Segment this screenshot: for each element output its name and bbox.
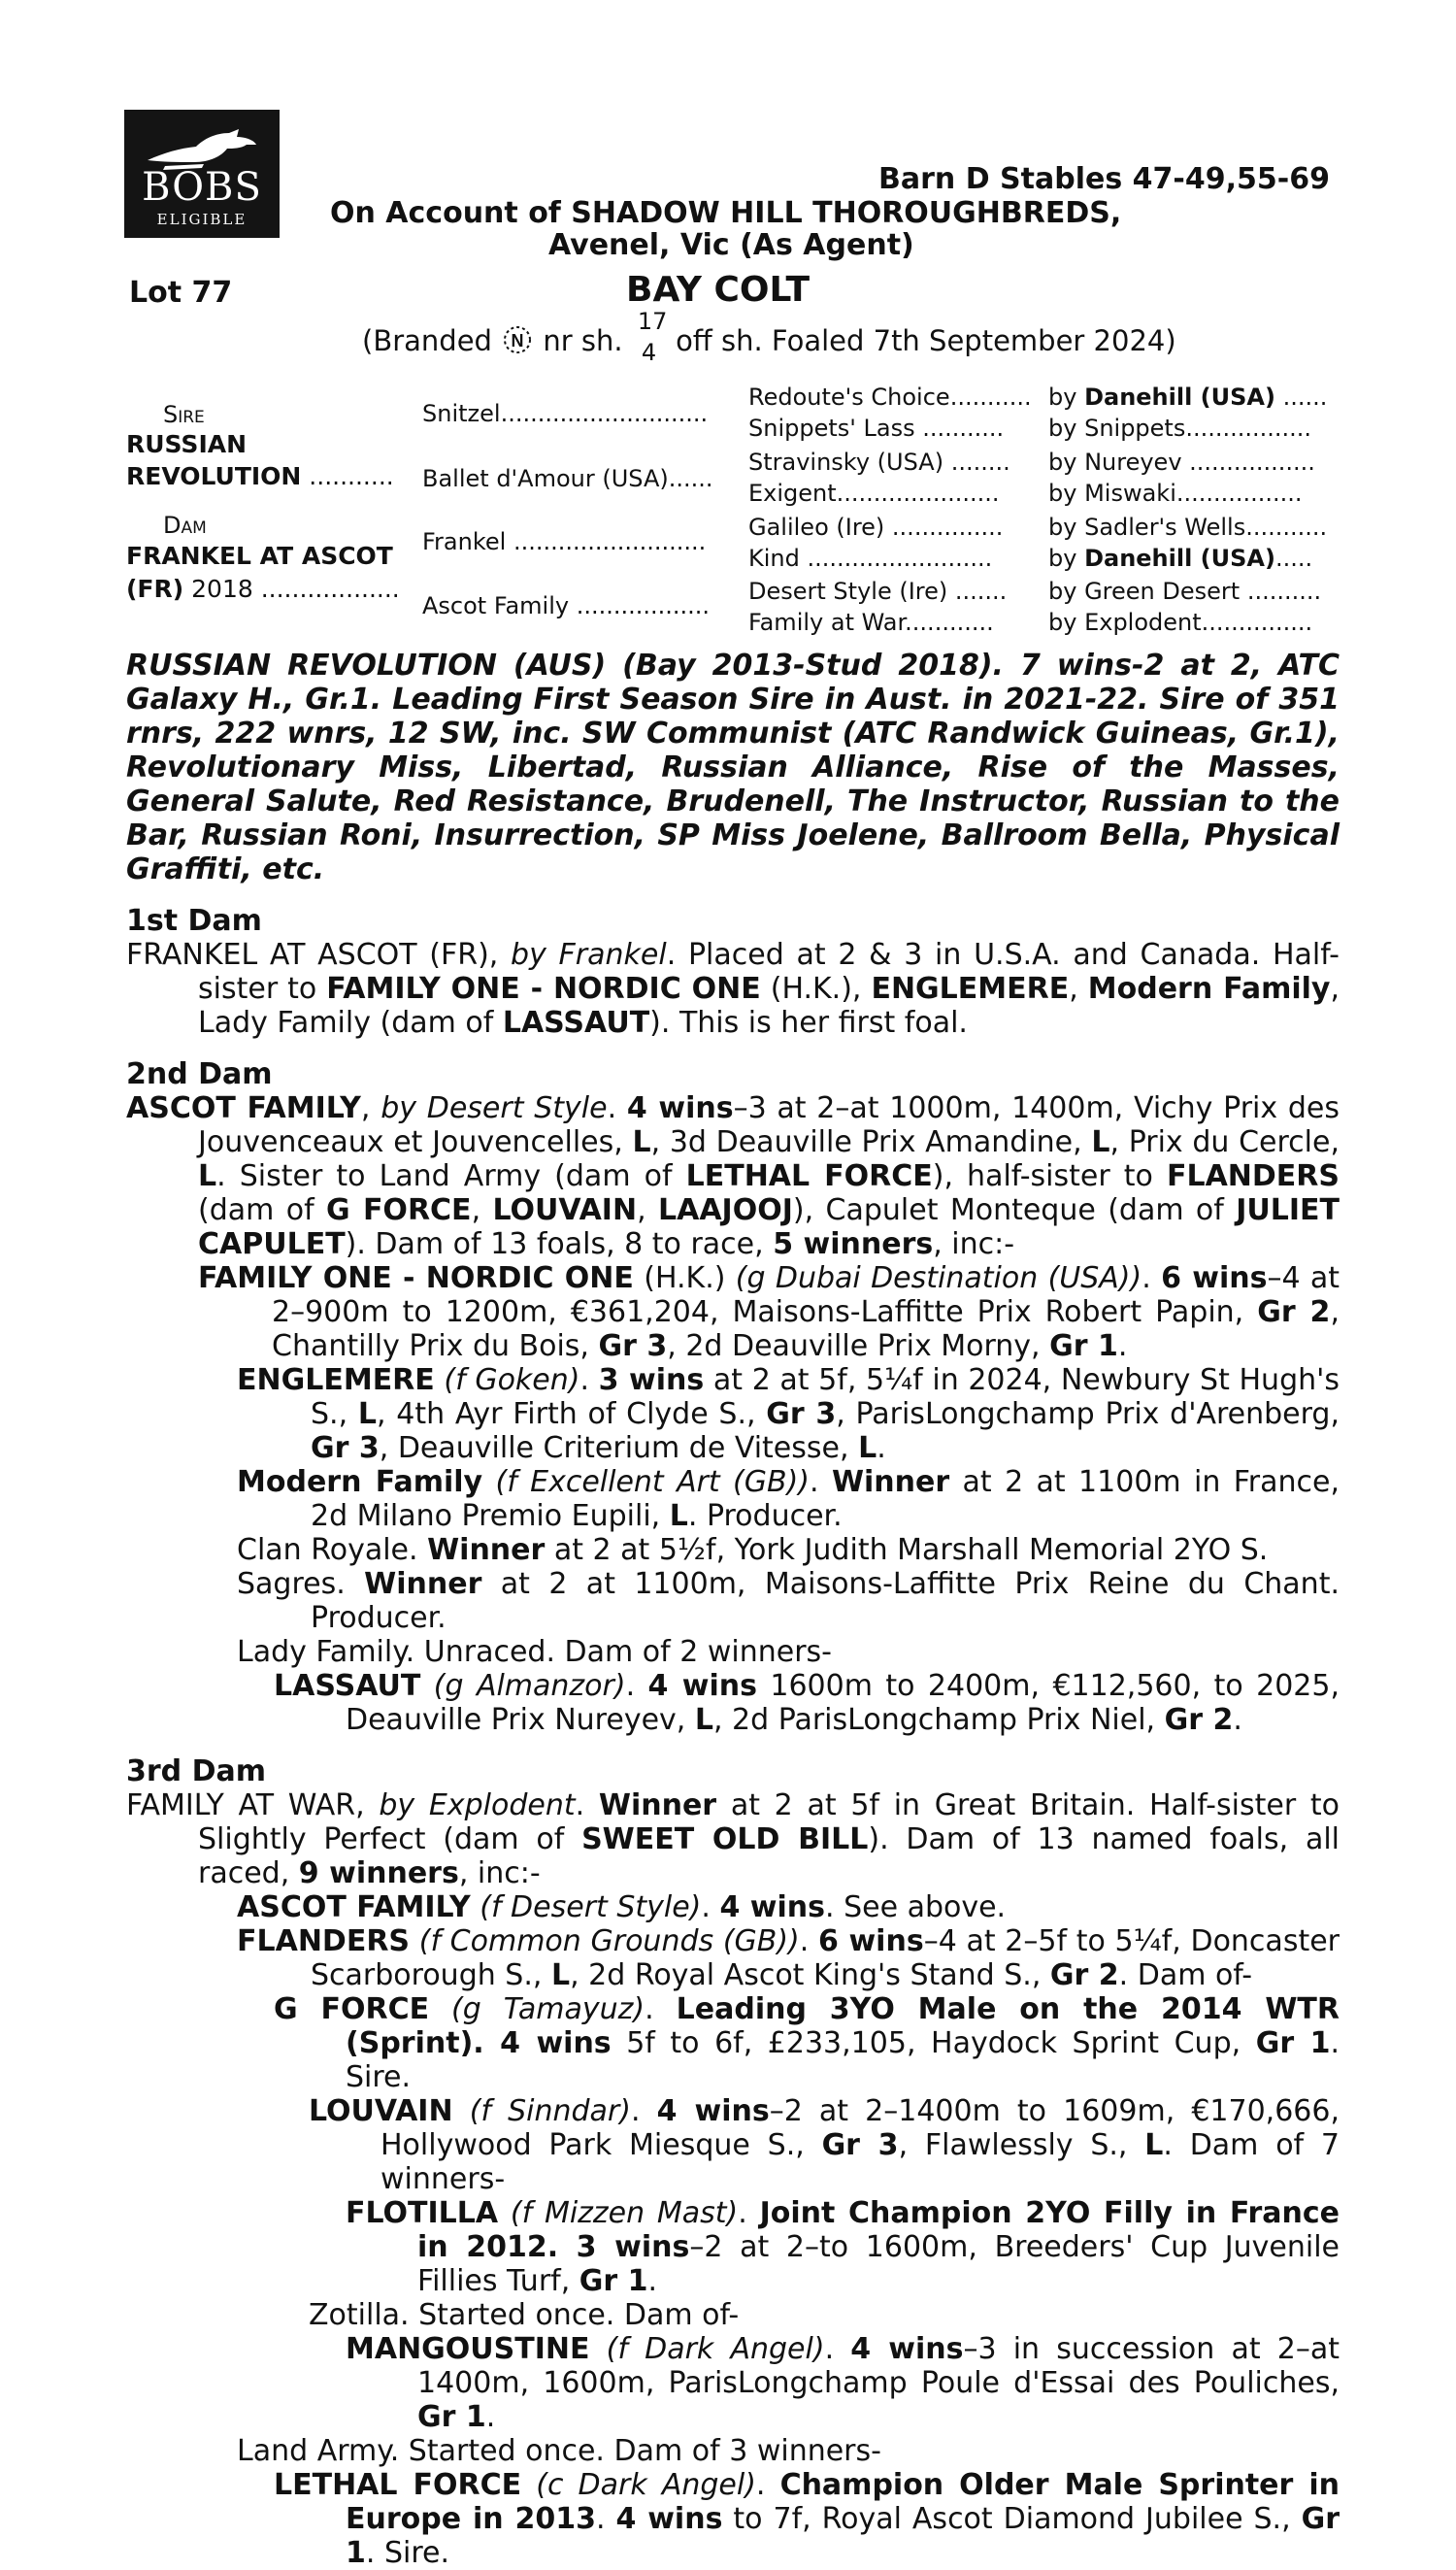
produce-entry: LOUVAIN (f Sinndar). 4 wins–2 at 2–1400m to 1609m, €170,666, Hollywood Park Miesque S., Gr 3, Flawlessly S., L. Dam of 7 winners- — [309, 2094, 1340, 2196]
gen3-sire-of-ancestor: by Explodent............... — [1048, 609, 1313, 636]
produce-entry: G FORCE (g Tamayuz). Leading 3YO Male on the 2014 WTR (Sprint). 4 wins 5f to 6f, £233,105, Haydock Sprint Cup, Gr 1. Sire. — [274, 1992, 1340, 2094]
brand-line — [362, 308, 1176, 366]
dam-name-line1: FRANKEL AT ASCOT — [126, 542, 393, 570]
produce-entry: Modern Family (f Excellent Art (GB)). Winner at 2 at 1100m in France, 2d Milano Premio Eupili, L. Producer. — [237, 1465, 1340, 1533]
second-dam-text: ASCOT FAMILY, by Desert Style. 4 wins–3 at 2–at 1000m, 1400m, Vichy Prix des Jouvenceaux et Jouvencelles, L, 3d Deauville Prix Amandine, L, Prix du Cercle, L. Sister to Land Army (dam of LETHAL FORCE), half-sister to FLANDERS (dam of G FORCE, LOUVAIN, LAAJOOJ), Capulet Monteque (dam of JULIET CAPULET). Dam of 13 foals, 8 to race, 5 winners, inc:- — [126, 1091, 1340, 1261]
produce-entry: FAMILY ONE - NORDIC ONE (H.K.) (g Dubai Destination (USA)). 6 wins–4 at 2–900m to 1200m, €361,204, Maisons-Laffitte Prix Robert Papin, Gr 2, Chantilly Prix du Bois, Gr 3, 2d Deauville Prix Morny, Gr 1. — [198, 1261, 1340, 1363]
sire-label: Sire — [163, 401, 205, 428]
dam-name-line2: (FR) 2018 .................. — [126, 575, 400, 603]
gen3-ancestor: Family at War............ — [748, 609, 994, 636]
gen2-sire-dam: Ballet d'Amour (USA)...... — [422, 465, 713, 492]
third-dam-text: FAMILY AT WAR, by Explodent. Winner at 2 at 5f in Great Britain. Half-sister to Slightly Perfect (dam of SWEET OLD BILL). Dam of 13 named foals, all raced, 9 winners, inc:- — [126, 1788, 1340, 1890]
produce-entry: LASSAUT (g Almanzor). 4 wins 1600m to 2400m, €112,560, to 2025, Deauville Prix Nureyev, L, 2d ParisLongchamp Prix Niel, Gr 2. — [274, 1669, 1340, 1737]
catalogue-body — [126, 649, 1340, 2570]
produce-entry: Zotilla. Started once. Dam of- — [309, 2298, 740, 2332]
sire-name-line1: RUSSIAN — [126, 430, 248, 458]
produce-entry: FLANDERS (f Common Grounds (GB)). 6 wins–4 at 2–5f to 5¼f, Doncaster Scarborough S., L, 2d Royal Ascot King's Stand S., Gr 2. Dam of- — [237, 1924, 1340, 1992]
gen3-ancestor: Galileo (Ire) ............... — [748, 514, 1004, 541]
gen3-sire-of-ancestor: by Green Desert .......... — [1048, 578, 1322, 605]
sire-summary: RUSSIAN REVOLUTION (AUS) (Bay 2013-Stud 2018). 7 wins-2 at 2, ATC Galaxy H., Gr.1. Leading First Season Sire in Aust. in 2021-22. Sire of 351 rnrs, 222 wnrs, 12 SW, inc. SW Communist (ATC Randwick Guineas, Gr.1), Revolutionary Miss, Libertad, Russian Alliance, Rise of the Masses, General Salute, Red Resistance, Brudenell, The Instructor, Russian to the Bar, Russian Roni, Insurrection, SP Miss Joelene, Ballroom Bella, Physical Graffiti, etc. — [126, 649, 1340, 886]
produce-entry: MANGOUSTINE (f Dark Angel). 4 wins–3 in succession at 2–at 1400m, 1600m, ParisLongchamp Poule d'Essai des Pouliches, Gr 1. — [346, 2332, 1340, 2434]
second-dam-heading: 2nd Dam — [126, 1057, 273, 1091]
gen3-ancestor: Desert Style (Ire) ....... — [748, 578, 1008, 605]
bobs-eligible-logo — [124, 110, 280, 238]
produce-entry: ENGLEMERE (f Goken). 3 wins at 2 at 5f, 5¼f in 2024, Newbury St Hugh's S., L, 4th Ayr Firth of Clyde S., Gr 3, ParisLongchamp Prix d'Arenberg, Gr 3, Deauville Criterium de Vitesse, L. — [237, 1363, 1340, 1465]
produce-entry: FLOTILLA (f Mizzen Mast). Joint Champion 2YO Filly in France in 2012. 3 wins–2 at 2–to 1600m, Breeders' Cup Juvenile Fillies Turf, Gr 1. — [346, 2196, 1340, 2298]
produce-entry: Clan Royale. Winner at 2 at 5½f, York Judith Marshall Memorial 2YO S. — [237, 1533, 1269, 1567]
brand-mid: nr sh. — [543, 324, 623, 357]
n-brand-icon — [501, 323, 534, 356]
dam-label: Dam — [163, 512, 207, 539]
gen3-sire-of-ancestor: by Danehill (USA) ...... — [1048, 384, 1328, 411]
brand-fraction — [632, 308, 668, 366]
brand-suffix: off sh. Foaled 7th September 2024) — [676, 324, 1176, 357]
first-dam-text: FRANKEL AT ASCOT (FR), by Frankel. Placed at 2 & 3 in U.S.A. and Canada. Half-sister to FAMILY ONE - NORDIC ONE (H.K.), ENGLEMERE, Modern Family, Lady Family (dam of LASSAUT). This is her first foal. — [126, 938, 1340, 1040]
horse-racing-icon — [146, 127, 258, 170]
lot-number: Lot 77 — [129, 276, 233, 310]
brand-denominator: 4 — [641, 339, 657, 366]
second-dam-produce — [126, 1261, 1340, 1737]
produce-entry: Sagres. Winner at 2 at 1100m, Maisons-Laffitte Prix Reine du Chant. Producer. — [237, 1567, 1340, 1635]
produce-entry: ASCOT FAMILY (f Desert Style). 4 wins. See above. — [237, 1890, 1007, 1924]
sire-name-line2: REVOLUTION ........... — [126, 462, 394, 490]
logo-text: BOBS — [142, 165, 262, 210]
logo-subtext: ELIGIBLE — [156, 211, 248, 228]
brand-prefix: (Branded — [362, 324, 492, 357]
gen3-sire-of-ancestor: by Sadler's Wells........... — [1048, 514, 1328, 541]
produce-entry: Land Army. Started once. Dam of 3 winners- — [237, 2434, 881, 2468]
gen2-dam-dam: Ascot Family .................. — [422, 592, 711, 619]
gen3-sire-of-ancestor: by Danehill (USA)..... — [1048, 545, 1313, 572]
third-dam-heading: 3rd Dam — [126, 1754, 266, 1788]
gen3-ancestor: Kind ......................... — [748, 545, 993, 572]
gen2-dam-sire: Frankel .......................... — [422, 528, 707, 555]
gen3-ancestor: Stravinsky (USA) ........ — [748, 449, 1010, 476]
gen2-sire-sire: Snitzel............................ — [422, 400, 709, 427]
first-dam-heading: 1st Dam — [126, 904, 262, 938]
vendor-line: On Account of SHADOW HILL THOROUGHBREDS, — [330, 196, 1122, 230]
brand-numerator: 17 — [637, 308, 668, 335]
svg-text:N: N — [511, 331, 524, 350]
produce-entry: LETHAL FORCE (c Dark Angel). Champion Older Male Sprinter in Europe in 2013. 4 wins to 7f, Royal Ascot Diamond Jubilee S., Gr 1. Sire. — [274, 2468, 1340, 2570]
gen3-sire-of-ancestor: by Nureyev ................. — [1048, 449, 1315, 476]
barn-info: Barn D Stables 47-49,55-69 — [878, 162, 1330, 196]
gen3-sire-of-ancestor: by Miswaki................. — [1048, 480, 1303, 507]
third-dam-produce — [126, 1890, 1340, 2570]
gen3-ancestor: Snippets' Lass ........... — [748, 415, 1005, 442]
produce-entry: Lady Family. Unraced. Dam of 2 winners- — [237, 1635, 832, 1669]
gen3-ancestor: Exigent...................... — [748, 480, 1000, 507]
gen3-ancestor: Redoute's Choice........... — [748, 384, 1032, 411]
lot-title: BAY COLT — [626, 270, 811, 310]
gen3-sire-of-ancestor: by Snippets................. — [1048, 415, 1312, 442]
vendor-location: Avenel, Vic (As Agent) — [548, 228, 914, 262]
